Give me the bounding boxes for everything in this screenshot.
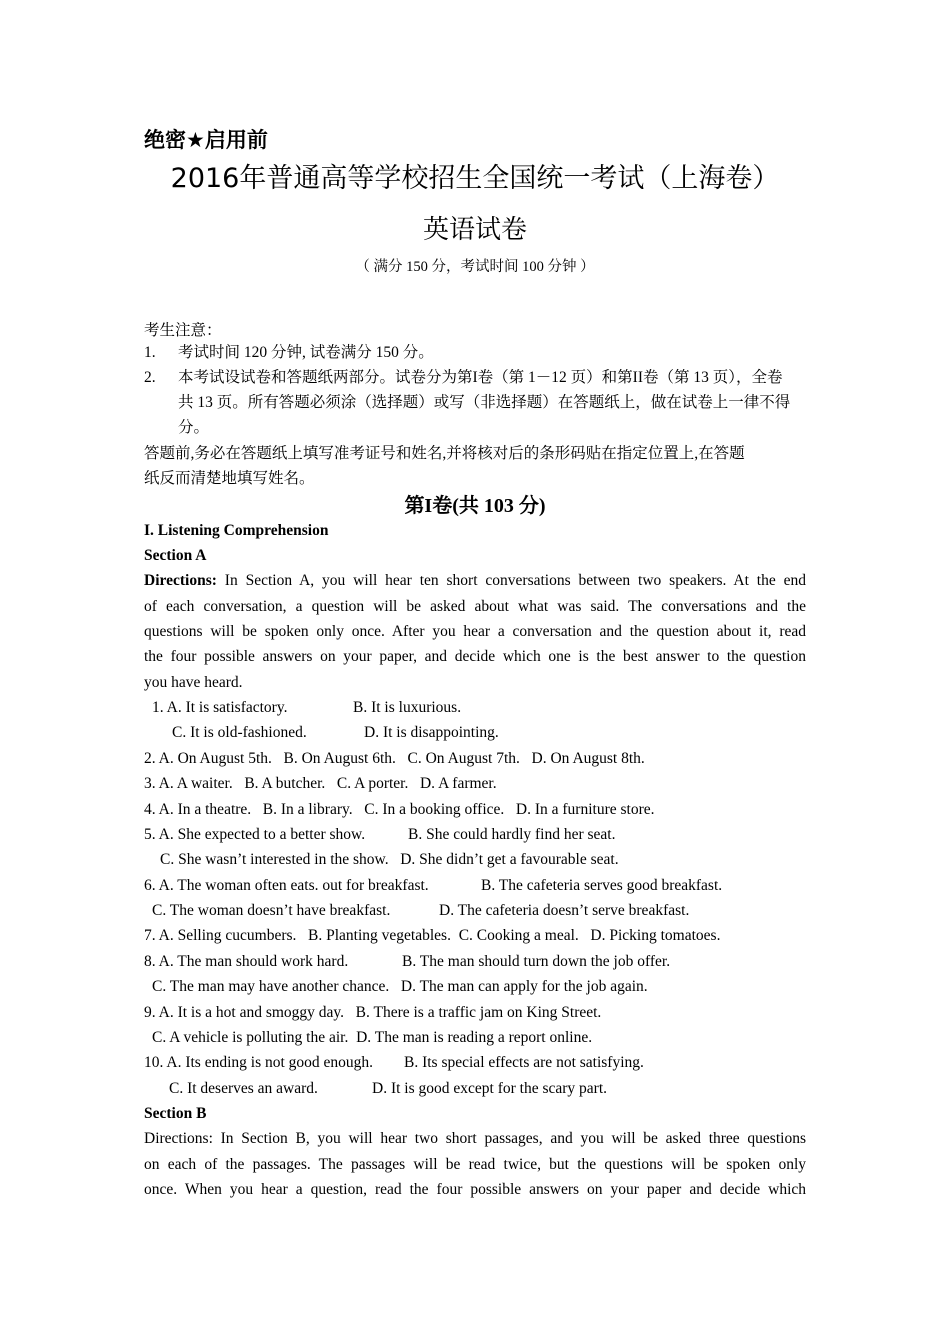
exam-title: 2016年普通高等学校招生全国统一考试（上海卷） xyxy=(170,163,780,194)
section-b-directions-line-3: once. When you hear a question, read the four possible answers on your paper and decide which xyxy=(144,1181,806,1198)
exam-subtitle: 英语试卷 xyxy=(422,215,527,245)
notice-item-2-line-2: 共 13 页。所有答题必须涂（选择题）或写（非选择题）在答题纸上，做在试卷上一律不得 xyxy=(178,394,791,411)
q5-option-a: 5. A. She expected to a better show. xyxy=(144,826,366,843)
q10-option-b: B. Its special effects are not satisfying. xyxy=(404,1054,644,1071)
q8-options-cd: C. The man may have another chance. D. The man can apply for the job again. xyxy=(152,978,648,995)
q10-option-c: C. It deserves an award. xyxy=(169,1080,318,1097)
section-b-directions-line-1: Directions: In Section B, you will hear two short passages, and you will be asked three questions xyxy=(144,1130,806,1147)
q10-option-d: D. It is good except for the scary part. xyxy=(372,1080,608,1097)
q1-option-a: 1. A. It is satisfactory. xyxy=(152,699,288,716)
section-b-directions-line-2: on each of the passages. The passages will be read twice, but the questions will be spoken only xyxy=(144,1156,806,1173)
notice-note-line-2: 纸反而清楚地填写姓名。 xyxy=(144,470,315,487)
notice-item-1-number: 1. xyxy=(144,344,156,361)
confidential-mark: 绝密★启用前 xyxy=(144,128,268,152)
directions-line-2: of each conversation, a question will be asked about what was said. The conversations and the xyxy=(144,598,806,615)
notice-note-line-1: 答题前,务必在答题纸上填写准考证号和姓名,并将核对后的条形码贴在指定位置上,在答题 xyxy=(144,445,745,462)
q6-option-d: D. The cafeteria doesn’t serve breakfast. xyxy=(439,902,690,919)
q7-options: 7. A. Selling cucumbers. B. Planting vegetables. C. Cooking a meal. D. Picking tomatoes. xyxy=(144,927,721,944)
directions-line-5: you have heard. xyxy=(144,674,243,691)
q5-options-cd: C. She wasn’t interested in the show. D. She didn’t get a favourable seat. xyxy=(160,851,619,868)
q10-option-a: 10. A. Its ending is not good enough. xyxy=(144,1054,374,1071)
section-b-heading: Section B xyxy=(144,1105,207,1122)
q8-option-a: 8. A. The man should work hard. xyxy=(144,953,349,970)
q6-option-b: B. The cafeteria serves good breakfast. xyxy=(481,877,723,894)
notice-item-2-number: 2. xyxy=(144,369,156,386)
section-title: I. Listening Comprehension xyxy=(144,522,329,539)
directions-line-1 xyxy=(144,570,806,592)
part-1-title: 第I卷(共 103 分) xyxy=(404,495,546,517)
directions-label: Directions: xyxy=(144,572,217,589)
q2-options: 2. A. On August 5th. B. On August 6th. C. On August 7th. D. On August 8th. xyxy=(144,750,645,767)
directions-line-3: questions will be spoken only once. After you hear a conversation and the question about it, read xyxy=(144,623,806,640)
q1-option-d: D. It is disappointing. xyxy=(364,724,499,741)
q5-option-b: B. She could hardly find her seat. xyxy=(408,826,616,843)
q9-options-ab: 9. A. It is a hot and smoggy day. B. There is a traffic jam on King Street. xyxy=(144,1004,602,1021)
notice-item-2-line-1: 本考试设试卷和答题纸两部分。试卷分为第I卷（第 1－12 页）和第II卷（第 13 页），全卷 xyxy=(178,369,783,386)
q1-option-b: B. It is luxurious. xyxy=(353,699,462,716)
directions-text-1: In Section A, you will hear ten short conversations between two speakers. At the end xyxy=(216,572,806,589)
notice-item-2-line-3: 分。 xyxy=(178,419,210,436)
notice-item-1: 考试时间 120 分钟, 试卷满分 150 分。 xyxy=(178,344,434,361)
q4-options: 4. A. In a theatre. B. In a library. C. In a booking office. D. In a furniture store. xyxy=(144,801,655,818)
score-note: （ 满分 150 分，考试时间 100 分钟 ） xyxy=(355,259,595,275)
q1-option-c: C. It is old-fashioned. xyxy=(172,724,307,741)
directions-line-4: the four possible answers on your paper, and decide which one is the best answer to the question xyxy=(144,648,806,665)
q8-option-b: B. The man should turn down the job offer. xyxy=(402,953,671,970)
section-a-heading: Section A xyxy=(144,547,207,564)
q9-options-cd: C. A vehicle is polluting the air. D. The man is reading a report online. xyxy=(152,1029,593,1046)
q6-option-a: 6. A. The woman often eats. out for breakfast. xyxy=(144,877,429,894)
q3-options: 3. A. A waiter. B. A butcher. C. A porter. D. A farmer. xyxy=(144,775,497,792)
q6-option-c: C. The woman doesn’t have breakfast. xyxy=(152,902,391,919)
notice-heading: 考生注意： xyxy=(144,322,222,339)
